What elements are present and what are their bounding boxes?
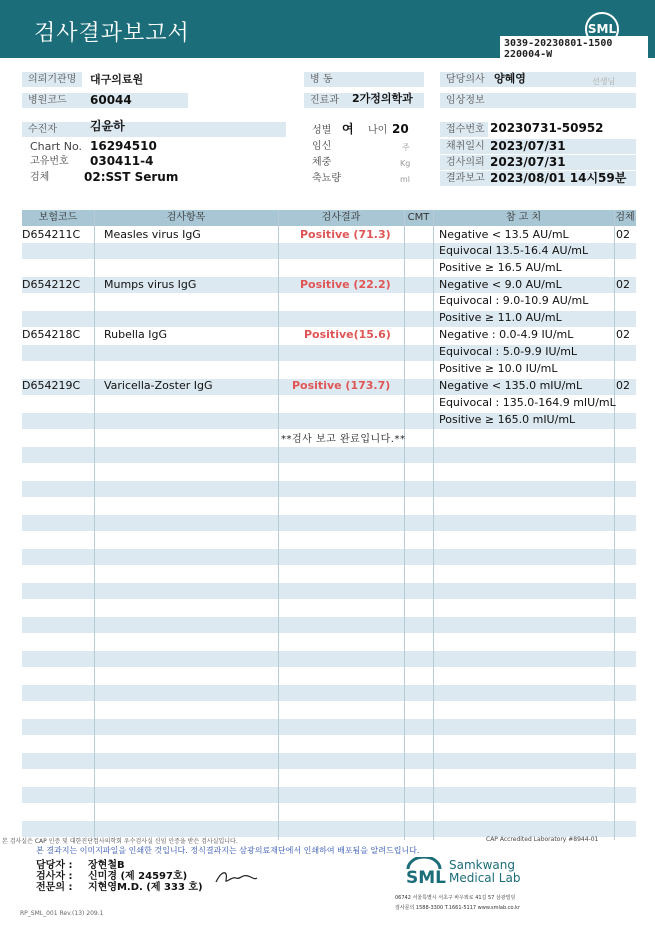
brand-line2: Medical Lab xyxy=(449,871,521,885)
sex-label: 성별 xyxy=(312,125,332,136)
cap-note: CAP Accredited Laboratory #8944-01 xyxy=(486,836,599,843)
receipt-value: 20230731-50952 xyxy=(490,121,604,135)
patient-value: 김윤하 xyxy=(90,119,125,133)
row-stripe xyxy=(22,651,636,667)
header-result: 검사결과 xyxy=(321,212,361,223)
id-value: 030411-4 xyxy=(90,154,154,168)
row-stripe xyxy=(22,481,636,497)
row-ref: Negative : 0.0-4.9 IU/mL xyxy=(439,328,574,341)
row-ref: Positive ≥ 11.0 AU/mL xyxy=(439,311,562,324)
receipt-label: 접수번호 xyxy=(440,122,488,137)
hospital-code-label: 병원코드 xyxy=(22,93,188,108)
results-table xyxy=(22,210,636,840)
completion-message: **검사 보고 완료입니다.** xyxy=(281,434,406,445)
doctor-label: 담당의사 xyxy=(440,72,636,87)
row-item: Rubella IgG xyxy=(104,328,167,341)
brand-mark-text: SML xyxy=(406,868,446,888)
column-divider xyxy=(278,210,279,840)
chart-value: 16294510 xyxy=(90,139,157,153)
weight-label: 체중 xyxy=(312,157,332,168)
header-item: 검사항목 xyxy=(166,212,206,223)
specimen-label: 검체 xyxy=(30,172,50,183)
row-code: D654211C xyxy=(22,228,81,241)
row-stripe xyxy=(22,549,636,565)
row-item: Mumps virus IgG xyxy=(104,278,197,291)
row-stripe xyxy=(22,753,636,769)
row-ref: Negative < 135.0 mIU/mL xyxy=(439,379,583,392)
brand-name xyxy=(449,859,520,885)
header-code: 보험코드 xyxy=(38,212,78,223)
request-number-line2: 220004-W xyxy=(504,49,553,60)
examiner-label: 검사자 : xyxy=(36,871,73,882)
header-ref: 참 고 치 xyxy=(505,212,542,223)
chart-label: Chart No. xyxy=(30,140,82,153)
preg-unit: 주 xyxy=(402,143,410,152)
row-ref: Positive ≥ 16.5 AU/mL xyxy=(439,261,562,274)
report-value: 2023/08/01 14시59분 xyxy=(490,171,627,185)
form-code: RP_SML_001 Rev.(13) 209.1 xyxy=(20,910,104,917)
specimen-value: 02:SST Serum xyxy=(84,170,179,184)
signature-image xyxy=(214,868,258,886)
image-print-note: 본 결과지는 이미지파일을 인쇄한 것입니다. 정식결과지는 삼광의료재단에서 인쇄하여 배포됨을 알려드립니다. xyxy=(36,846,420,855)
doctor-suffix: 선생님 xyxy=(592,77,616,86)
request-value: 2023/07/31 xyxy=(490,155,566,169)
sml-brand-logo xyxy=(405,857,446,889)
row-specimen: 02 xyxy=(616,278,630,291)
manager-label: 담당자 : xyxy=(36,860,73,871)
page-title: 검사결과보고서 xyxy=(34,21,190,46)
sml-logo: SML xyxy=(585,12,619,46)
institution-label: 의뢰기관명 xyxy=(22,72,82,87)
row-ref: Positive ≥ 10.0 IU/mL xyxy=(439,362,558,375)
row-result: Positive (173.7) xyxy=(292,379,391,392)
brand-contact: 검사문의 1588-3300 T.1661-5117 www.smlab.co.kr xyxy=(395,905,520,911)
row-ref: Equivocal : 9.0-10.9 AU/mL xyxy=(439,294,589,307)
row-result: Positive (71.3) xyxy=(300,228,391,241)
row-specimen: 02 xyxy=(616,379,630,392)
row-ref: Equivocal 13.5-16.4 AU/mL xyxy=(439,244,589,257)
row-stripe xyxy=(22,821,636,837)
brand-line1: Samkwang xyxy=(449,858,515,872)
row-code: D654218C xyxy=(22,328,81,341)
header-specimen: 검체 xyxy=(615,212,635,223)
row-stripe xyxy=(22,685,636,701)
row-ref: Negative < 13.5 AU/mL xyxy=(439,228,569,241)
request-number-line1: 3039-20230801-1500 xyxy=(504,38,613,49)
brand-address: 06742 서울특별시 서초구 바우뫼로 41길 57 삼광빌딩 xyxy=(395,895,516,901)
row-stripe xyxy=(22,515,636,531)
hospital-code-value: 60044 xyxy=(90,93,132,107)
row-code: D654219C xyxy=(22,379,81,392)
age-value: 20 xyxy=(392,122,409,136)
request-label: 검사의뢰 xyxy=(440,155,636,170)
report-label: 결과보고 xyxy=(440,171,636,186)
row-stripe xyxy=(22,787,636,803)
column-divider xyxy=(404,210,405,840)
patient-label: 수진자 xyxy=(22,122,286,137)
dept-value: 2가정의학과 xyxy=(352,92,413,105)
ward-label: 병 동 xyxy=(304,72,424,87)
examiner-value: 신미경 (제 24597호) xyxy=(88,871,188,882)
row-ref: Equivocal : 135.0-164.9 mIU/mL xyxy=(439,396,616,409)
row-result: Positive (22.2) xyxy=(300,278,391,291)
row-specimen: 02 xyxy=(616,328,630,341)
column-divider xyxy=(433,210,434,840)
id-label: 고유번호 xyxy=(30,156,69,167)
doctor-value: 양혜영 xyxy=(494,72,526,85)
row-ref: Equivocal : 5.0-9.9 IU/mL xyxy=(439,345,578,358)
urine-unit: ml xyxy=(400,175,411,184)
dept-label: 진료과 xyxy=(304,93,424,108)
row-ref: Negative < 9.0 AU/mL xyxy=(439,278,562,291)
age-label: 나이 xyxy=(368,125,388,136)
row-item: Measles virus IgG xyxy=(104,228,201,241)
row-stripe xyxy=(22,583,636,599)
row-stripe xyxy=(22,617,636,633)
preg-label: 임신 xyxy=(312,141,332,152)
row-specimen: 02 xyxy=(616,228,630,241)
row-item: Varicella-Zoster IgG xyxy=(104,379,213,392)
weight-unit: Kg xyxy=(400,159,411,168)
specialist-value: 지현영M.D. (제 333 호) xyxy=(88,882,203,893)
row-code: D654212C xyxy=(22,278,81,291)
row-stripe xyxy=(22,447,636,463)
clinical-label: 임상정보 xyxy=(440,93,636,108)
row-stripe xyxy=(22,719,636,735)
manager-value: 장현철B xyxy=(88,860,125,871)
collect-value: 2023/07/31 xyxy=(490,139,566,153)
row-result: Positive(15.6) xyxy=(304,328,391,341)
column-divider xyxy=(94,210,95,840)
institution-value: 대구의료원 xyxy=(90,73,144,86)
column-divider xyxy=(614,210,615,840)
row-ref: Positive ≥ 165.0 mIU/mL xyxy=(439,413,576,426)
table-header xyxy=(22,210,636,226)
urine-label: 축뇨량 xyxy=(312,173,341,184)
specialist-label: 전문의 : xyxy=(36,882,73,893)
collect-label: 채취일시 xyxy=(440,139,636,154)
request-number-box xyxy=(500,36,648,60)
sex-value: 여 xyxy=(342,122,354,136)
certification-note: 본 검사실은 CAP 인증 및 대한진단검사의학회 우수검사실 신임 인증을 받은 검사실입니다. xyxy=(2,838,238,845)
header-cmt: CMT xyxy=(407,212,430,223)
